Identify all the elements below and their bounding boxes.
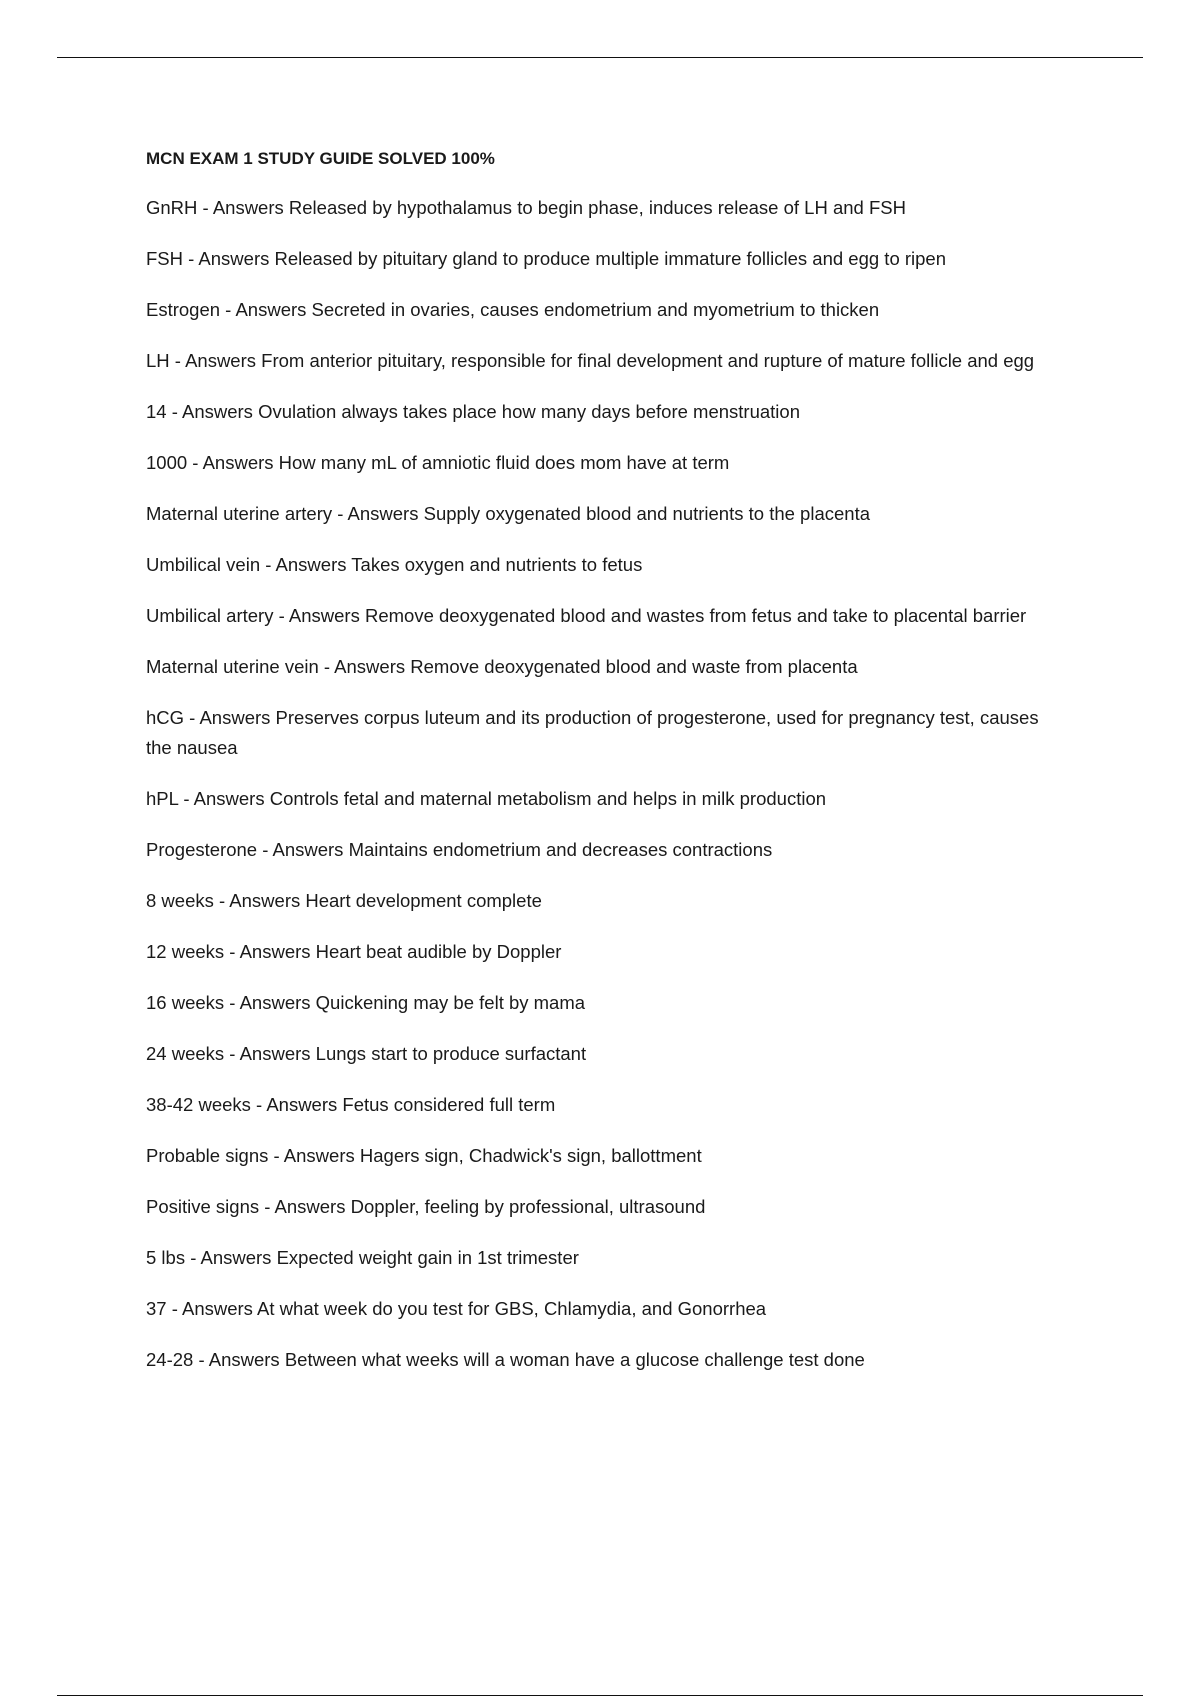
bottom-rule <box>57 1695 1143 1696</box>
top-rule <box>57 57 1143 58</box>
qa-item-16-weeks: 16 weeks - Answers Quickening may be felt by mama <box>146 992 586 1013</box>
qa-item-maternal-uterine-artery: Maternal uterine artery - Answers Supply oxygenated blood and nutrients to the placenta <box>146 503 870 524</box>
qa-item-maternal-uterine-vein: Maternal uterine vein - Answers Remove deoxygenated blood and waste from placenta <box>146 656 858 677</box>
qa-item-hpl: hPL - Answers Controls fetal and maternal metabolism and helps in milk production <box>146 788 827 809</box>
qa-item-hcg: hCG - Answers Preserves corpus luteum and its production of progesterone, used for pregnancy test, causes the nausea <box>146 707 1039 758</box>
document-body <box>146 148 1066 1396</box>
qa-item-positive-signs: Positive signs - Answers Doppler, feeling by professional, ultrasound <box>146 1196 706 1217</box>
qa-item-umbilical-vein: Umbilical vein - Answers Takes oxygen and nutrients to fetus <box>146 554 643 575</box>
qa-item-12-weeks: 12 weeks - Answers Heart beat audible by Doppler <box>146 941 562 962</box>
document-title: MCN EXAM 1 STUDY GUIDE SOLVED 100% <box>146 149 495 168</box>
qa-list <box>146 193 1066 1375</box>
qa-item-weight-gain: 5 lbs - Answers Expected weight gain in 1st trimester <box>146 1247 579 1268</box>
qa-item-ovulation: 14 - Answers Ovulation always takes place how many days before menstruation <box>146 401 800 422</box>
qa-item-gbs-test-week: 37 - Answers At what week do you test for GBS, Chlamydia, and Gonorrhea <box>146 1298 767 1319</box>
qa-item-fsh: FSH - Answers Released by pituitary gland to produce multiple immature follicles and egg to ripen <box>146 248 947 269</box>
qa-item-umbilical-artery: Umbilical artery - Answers Remove deoxygenated blood and wastes from fetus and take to placental barrier <box>146 605 1027 626</box>
qa-item-glucose-challenge: 24-28 - Answers Between what weeks will a woman have a glucose challenge test done <box>146 1349 865 1370</box>
qa-item-progesterone: Progesterone - Answers Maintains endometrium and decreases contractions <box>146 839 773 860</box>
qa-item-24-weeks: 24 weeks - Answers Lungs start to produce surfactant <box>146 1043 587 1064</box>
qa-item-8-weeks: 8 weeks - Answers Heart development complete <box>146 890 542 911</box>
qa-item-lh: LH - Answers From anterior pituitary, responsible for final development and rupture of mature follicle and egg <box>146 350 1035 371</box>
qa-item-gnrh: GnRH - Answers Released by hypothalamus to begin phase, induces release of LH and FSH <box>146 197 906 218</box>
qa-item-probable-signs: Probable signs - Answers Hagers sign, Chadwick's sign, ballottment <box>146 1145 702 1166</box>
qa-item-amniotic-fluid: 1000 - Answers How many mL of amniotic fluid does mom have at term <box>146 452 730 473</box>
qa-item-38-42-weeks: 38-42 weeks - Answers Fetus considered full term <box>146 1094 556 1115</box>
qa-item-estrogen: Estrogen - Answers Secreted in ovaries, causes endometrium and myometrium to thicken <box>146 299 880 320</box>
